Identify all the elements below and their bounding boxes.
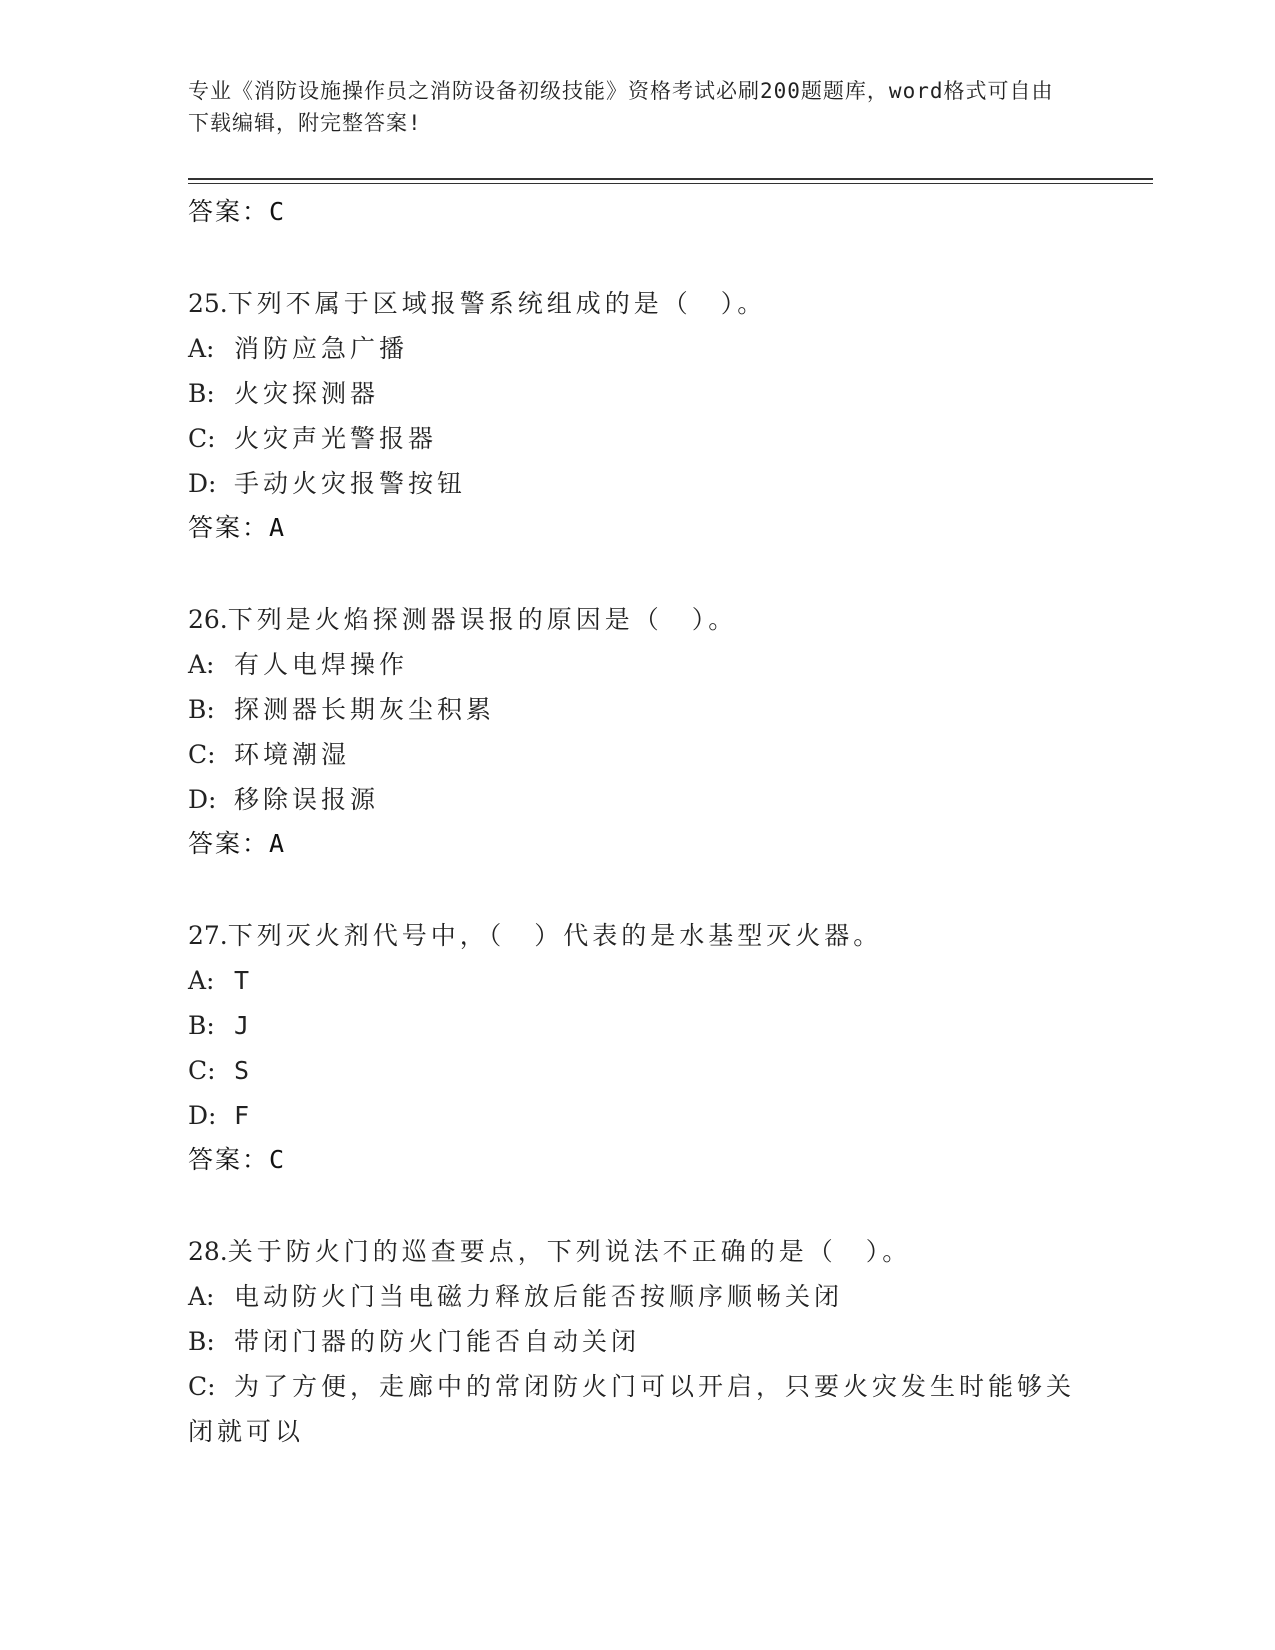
option-key: B: [188, 379, 215, 408]
question-number: 28. [188, 1237, 228, 1266]
option-text: 火灾声光警报器 [234, 424, 438, 453]
option-text: 电动防火门当电磁力释放后能否按顺序顺畅关闭 [234, 1282, 844, 1311]
option-c [188, 416, 1088, 461]
option-text: F [234, 1101, 254, 1130]
answer-line [188, 190, 1088, 234]
option-b [188, 687, 1088, 732]
option-text: T [234, 966, 254, 995]
option-key: A: [188, 334, 215, 363]
question-stem [188, 281, 1088, 326]
option-text: 有人电焊操作 [234, 650, 409, 679]
option-key: B: [188, 695, 215, 724]
answer-line [188, 506, 1088, 550]
header-rule-thick [188, 178, 1153, 180]
document-header: 专业《消防设施操作员之消防设备初级技能》资格考试必刷200题题库，word格式可自由下载编辑，附完整答案! [188, 79, 1054, 135]
option-text: 手动火灾报警按钮 [234, 469, 467, 498]
option-key: D: [188, 1101, 217, 1130]
option-text: 探测器长期灰尘积累 [234, 695, 496, 724]
option-key: B: [188, 1011, 215, 1040]
option-c [188, 732, 1088, 777]
option-key: A: [188, 966, 215, 995]
answer-value: C [269, 1145, 286, 1174]
answer-label: 答案： [188, 1145, 270, 1174]
question-stem [188, 1229, 1088, 1274]
option-text: 为了方便，走廊中的常闭防火门可以开启，只要火灾发生时能够关闭就可以 [188, 1372, 1076, 1446]
question-text: 关于防火门的巡查要点，下列说法不正确的是（ ）。 [227, 1237, 912, 1266]
option-a [188, 326, 1088, 371]
option-key: C: [188, 424, 216, 453]
option-text: 环境潮湿 [234, 740, 351, 769]
option-d [188, 777, 1088, 822]
question-stem [188, 597, 1088, 642]
option-a [188, 642, 1088, 687]
option-key: A: [188, 1282, 215, 1311]
answer-line [188, 1138, 1088, 1182]
answer-label: 答案： [188, 197, 270, 226]
question-number: 26. [188, 605, 228, 634]
option-text: S [234, 1056, 254, 1085]
option-b [188, 1319, 1088, 1364]
option-c [188, 1048, 1088, 1093]
question-block [188, 1229, 1088, 1454]
option-text: 带闭门器的防火门能否自动关闭 [234, 1327, 641, 1356]
answer-label: 答案： [188, 513, 270, 542]
question-block [188, 913, 1088, 1182]
answer-value: C [269, 197, 286, 226]
answer-value: A [269, 829, 286, 858]
question-list [188, 190, 1088, 1454]
question-block [188, 597, 1088, 866]
option-key: B: [188, 1327, 215, 1356]
option-b [188, 371, 1088, 416]
question-stem [188, 913, 1088, 958]
option-c [188, 1364, 1088, 1454]
option-text: 移除误报源 [234, 785, 380, 814]
option-b [188, 1003, 1088, 1048]
question-number: 25. [188, 289, 228, 318]
question-text: 下列是火焰探测器误报的原因是（ ）。 [227, 605, 738, 634]
question-block [188, 281, 1088, 550]
option-text: 消防应急广播 [234, 334, 409, 363]
option-text: 火灾探测器 [234, 379, 380, 408]
option-key: C: [188, 740, 216, 769]
option-a [188, 958, 1088, 1003]
option-a [188, 1274, 1088, 1319]
option-d [188, 1093, 1088, 1138]
question-number: 27. [188, 921, 228, 950]
option-key: D: [188, 469, 217, 498]
option-key: A: [188, 650, 215, 679]
answer-value: A [269, 513, 286, 542]
question-text: 下列灭火剂代号中，（ ）代表的是水基型灭火器。 [227, 921, 883, 950]
option-key: C: [188, 1372, 216, 1401]
answer-line [188, 822, 1088, 866]
option-d [188, 461, 1088, 506]
option-key: D: [188, 785, 217, 814]
answer-label: 答案： [188, 829, 270, 858]
header-rule-thin [188, 183, 1153, 184]
option-text: J [234, 1011, 254, 1040]
option-key: C: [188, 1056, 216, 1085]
question-text: 下列不属于区域报警系统组成的是（ ）。 [227, 289, 767, 318]
